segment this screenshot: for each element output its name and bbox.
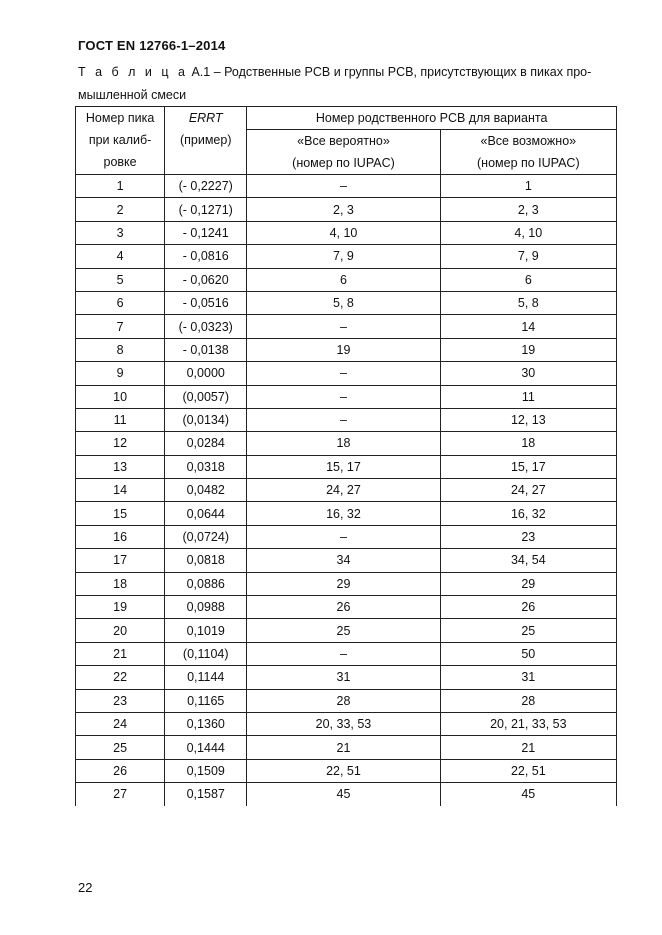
table-row <box>76 455 617 478</box>
table-row <box>76 245 617 268</box>
cell-errt: 0,1165 <box>165 689 247 712</box>
table-row <box>76 759 617 782</box>
cell-errt: - 0,0620 <box>165 268 247 291</box>
cell-peak-number: 1 <box>76 175 165 198</box>
table-row <box>76 385 617 408</box>
cell-peak-number: 22 <box>76 666 165 689</box>
cell-all-possible: 16, 32 <box>440 502 616 525</box>
cell-errt: 0,0318 <box>165 455 247 478</box>
cell-all-possible: 6 <box>440 268 616 291</box>
cell-peak-number: 26 <box>76 759 165 782</box>
cell-all-probable: 31 <box>247 666 440 689</box>
cell-errt: 0,0988 <box>165 596 247 619</box>
header-errt <box>165 107 247 175</box>
cell-all-probable: 5, 8 <box>247 291 440 314</box>
cell-all-possible: 28 <box>440 689 616 712</box>
cell-all-possible: 20, 21, 33, 53 <box>440 712 616 735</box>
cell-all-possible: 21 <box>440 736 616 759</box>
cell-all-possible: 18 <box>440 432 616 455</box>
header-all-possible-iupac: (номер по IUPAC) <box>440 152 616 175</box>
cell-all-possible: 24, 27 <box>440 479 616 502</box>
cell-peak-number: 9 <box>76 362 165 385</box>
cell-all-possible: 4, 10 <box>440 221 616 244</box>
caption-label: Т а б л и ц а <box>78 65 188 79</box>
cell-errt: (0,1104) <box>165 642 247 665</box>
cell-all-probable: 29 <box>247 572 440 595</box>
header-all-possible: «Все возможно» <box>440 130 616 153</box>
cell-peak-number: 10 <box>76 385 165 408</box>
cell-all-probable: – <box>247 315 440 338</box>
cell-peak-number: 16 <box>76 525 165 548</box>
cell-errt: - 0,1241 <box>165 221 247 244</box>
table-row <box>76 619 617 642</box>
cell-peak-number: 15 <box>76 502 165 525</box>
cell-all-probable: 6 <box>247 268 440 291</box>
cell-all-probable: – <box>247 175 440 198</box>
cell-all-possible: 29 <box>440 572 616 595</box>
cell-errt: (- 0,1271) <box>165 198 247 221</box>
cell-peak-number: 24 <box>76 712 165 735</box>
cell-all-probable: 28 <box>247 689 440 712</box>
table-row <box>76 525 617 548</box>
cell-errt: 0,1509 <box>165 759 247 782</box>
cell-all-probable: 21 <box>247 736 440 759</box>
cell-peak-number: 13 <box>76 455 165 478</box>
cell-peak-number: 6 <box>76 291 165 314</box>
cell-all-probable: 16, 32 <box>247 502 440 525</box>
cell-errt: - 0,0816 <box>165 245 247 268</box>
table-row <box>76 198 617 221</box>
cell-all-possible: 30 <box>440 362 616 385</box>
cell-all-possible: 7, 9 <box>440 245 616 268</box>
cell-errt: 0,0482 <box>165 479 247 502</box>
header-peak-line2: при калиб- <box>88 133 152 147</box>
header-all-probable-iupac: (номер по IUPAC) <box>247 152 440 175</box>
cell-all-possible: 25 <box>440 619 616 642</box>
cell-errt: (0,0134) <box>165 408 247 431</box>
cell-all-probable: 45 <box>247 783 440 806</box>
cell-all-probable: 2, 3 <box>247 198 440 221</box>
cell-peak-number: 27 <box>76 783 165 806</box>
header-errt-line1: ERRT <box>188 111 223 125</box>
pcb-table <box>75 106 617 806</box>
cell-errt: 0,1587 <box>165 783 247 806</box>
page-number: 22 <box>78 880 93 895</box>
cell-all-possible: 19 <box>440 338 616 361</box>
cell-errt: (- 0,2227) <box>165 175 247 198</box>
cell-all-probable: – <box>247 362 440 385</box>
cell-errt: (0,0724) <box>165 525 247 548</box>
cell-errt: - 0,0138 <box>165 338 247 361</box>
table-body <box>76 175 617 806</box>
cell-all-possible: 23 <box>440 525 616 548</box>
cell-all-probable: 24, 27 <box>247 479 440 502</box>
cell-all-probable: – <box>247 525 440 548</box>
cell-all-possible: 15, 17 <box>440 455 616 478</box>
cell-peak-number: 11 <box>76 408 165 431</box>
cell-peak-number: 19 <box>76 596 165 619</box>
cell-all-possible: 14 <box>440 315 616 338</box>
header-all-probable: «Все вероятно» <box>247 130 440 153</box>
cell-peak-number: 4 <box>76 245 165 268</box>
cell-all-possible: 50 <box>440 642 616 665</box>
cell-peak-number: 2 <box>76 198 165 221</box>
cell-errt: (0,0057) <box>165 385 247 408</box>
cell-peak-number: 20 <box>76 619 165 642</box>
cell-all-possible: 12, 13 <box>440 408 616 431</box>
table-row <box>76 268 617 291</box>
document-code: ГОСТ EN 12766-1–2014 <box>78 38 226 53</box>
cell-all-probable: 20, 33, 53 <box>247 712 440 735</box>
cell-peak-number: 17 <box>76 549 165 572</box>
cell-errt: 0,1360 <box>165 712 247 735</box>
cell-all-probable: 7, 9 <box>247 245 440 268</box>
table-row <box>76 736 617 759</box>
header-peak-line1: Номер пика <box>85 111 155 125</box>
cell-all-probable: 22, 51 <box>247 759 440 782</box>
cell-errt: 0,1144 <box>165 666 247 689</box>
cell-errt: 0,1019 <box>165 619 247 642</box>
cell-all-possible: 26 <box>440 596 616 619</box>
cell-errt: 0,1444 <box>165 736 247 759</box>
cell-errt: 0,0644 <box>165 502 247 525</box>
cell-all-possible: 2, 3 <box>440 198 616 221</box>
table-row <box>76 432 617 455</box>
table-row <box>76 408 617 431</box>
cell-all-probable: 18 <box>247 432 440 455</box>
cell-errt: (- 0,0323) <box>165 315 247 338</box>
table-row <box>76 783 617 806</box>
table-row <box>76 549 617 572</box>
cell-peak-number: 3 <box>76 221 165 244</box>
table-row <box>76 642 617 665</box>
header-variant-group: Номер родственного PCB для варианта <box>247 107 617 130</box>
cell-all-probable: 34 <box>247 549 440 572</box>
header-errt-line2: (пример) <box>179 133 232 147</box>
cell-errt: 0,0000 <box>165 362 247 385</box>
table-row <box>76 175 617 198</box>
cell-errt: - 0,0516 <box>165 291 247 314</box>
table-row <box>76 596 617 619</box>
table-row <box>76 291 617 314</box>
cell-peak-number: 18 <box>76 572 165 595</box>
table-row <box>76 572 617 595</box>
cell-all-possible: 31 <box>440 666 616 689</box>
table-row <box>76 221 617 244</box>
table-row <box>76 479 617 502</box>
cell-all-probable: 19 <box>247 338 440 361</box>
table-row <box>76 338 617 361</box>
cell-all-possible: 11 <box>440 385 616 408</box>
cell-all-probable: 4, 10 <box>247 221 440 244</box>
cell-all-possible: 5, 8 <box>440 291 616 314</box>
cell-peak-number: 5 <box>76 268 165 291</box>
cell-errt: 0,0886 <box>165 572 247 595</box>
table-row <box>76 315 617 338</box>
cell-peak-number: 7 <box>76 315 165 338</box>
caption-text-line2: мышленной смеси <box>78 88 187 102</box>
cell-all-probable: – <box>247 642 440 665</box>
cell-peak-number: 21 <box>76 642 165 665</box>
table-row <box>76 712 617 735</box>
cell-all-possible: 34, 54 <box>440 549 616 572</box>
cell-errt: 0,0284 <box>165 432 247 455</box>
cell-all-possible: 45 <box>440 783 616 806</box>
cell-all-probable: 15, 17 <box>247 455 440 478</box>
header-peak-number <box>76 107 165 175</box>
table-row <box>76 666 617 689</box>
cell-all-probable: 26 <box>247 596 440 619</box>
cell-peak-number: 25 <box>76 736 165 759</box>
table-row <box>76 502 617 525</box>
cell-all-possible: 22, 51 <box>440 759 616 782</box>
cell-all-probable: – <box>247 408 440 431</box>
cell-all-possible: 1 <box>440 175 616 198</box>
cell-errt: 0,0818 <box>165 549 247 572</box>
caption-text-line1: А.1 – Родственные PCB и группы PCB, присутствующих в пиках про- <box>187 65 592 79</box>
cell-all-probable: 25 <box>247 619 440 642</box>
cell-peak-number: 12 <box>76 432 165 455</box>
cell-all-probable: – <box>247 385 440 408</box>
table-row <box>76 362 617 385</box>
header-peak-line3: ровке <box>103 155 137 169</box>
cell-peak-number: 8 <box>76 338 165 361</box>
table-row <box>76 689 617 712</box>
cell-peak-number: 14 <box>76 479 165 502</box>
cell-peak-number: 23 <box>76 689 165 712</box>
table-caption <box>78 61 618 107</box>
